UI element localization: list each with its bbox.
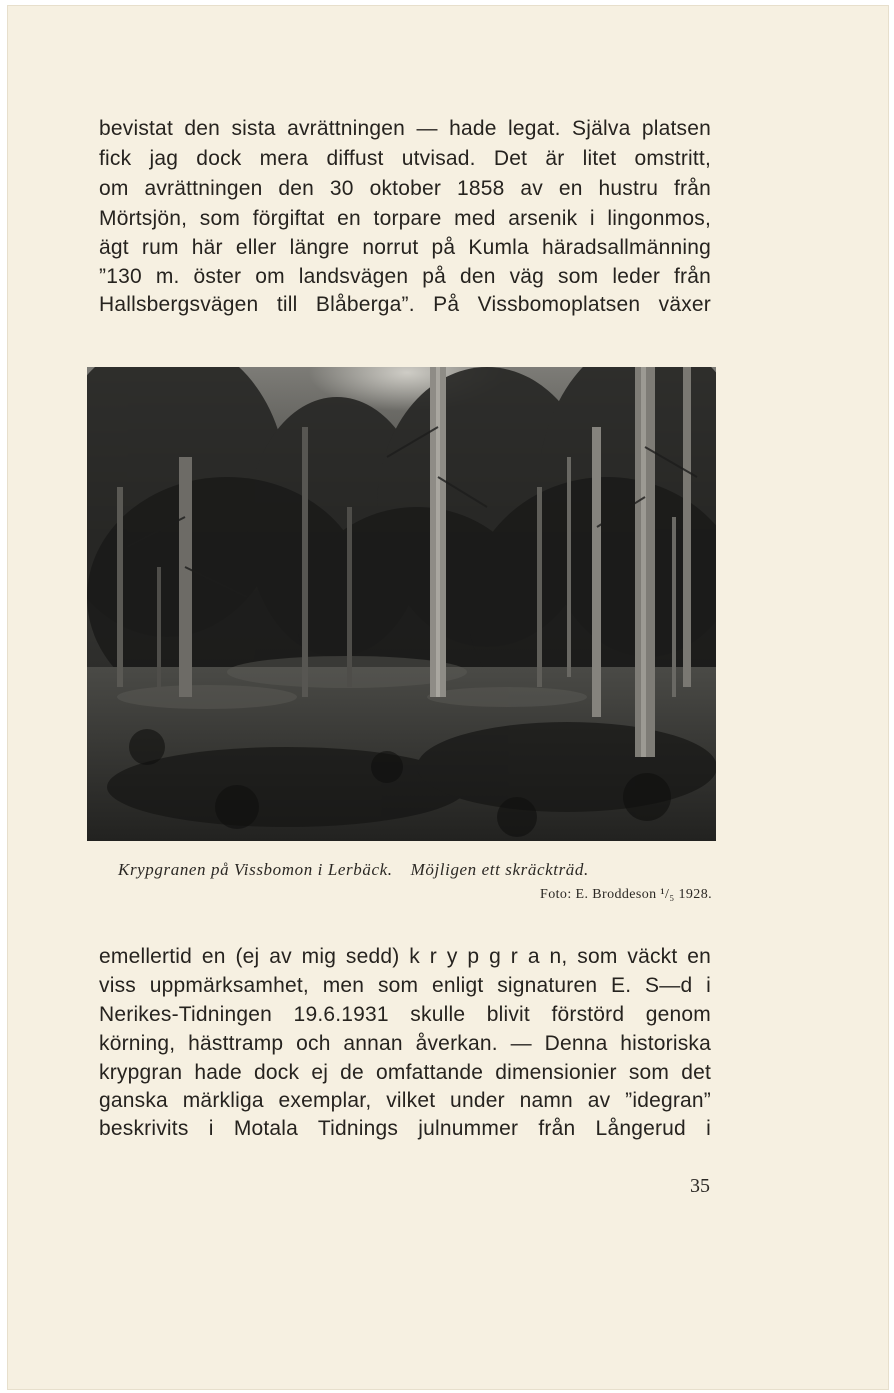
body-text-line: ägt rum här eller längre norrut på Kumla häradsallmänning <box>99 236 711 259</box>
body-text-line: ganska märkliga exemplar, vilket under namn av ”idegran” <box>99 1089 711 1112</box>
page-number: 35 <box>690 1175 710 1197</box>
body-text-line: om avrättningen den 30 oktober 1858 av en hustru från <box>99 177 711 200</box>
body-text-line: ”130 m. öster om landsvägen på den väg som leder från <box>99 265 711 288</box>
body-text-line: Nerikes-Tidningen 19.6.1931 skulle blivit förstörd genom <box>99 1003 711 1026</box>
caption-subtitle: Möjligen ett skräckträd. <box>410 860 589 879</box>
body-text-line: viss uppmärksamhet, men som enligt signaturen E. S—d i <box>99 974 711 997</box>
body-text-line: bevistat den sista avrättningen — hade legat. Själva platsen <box>99 117 711 140</box>
body-text-line: beskrivits i Motala Tidnings julnummer från Långerud i <box>99 1117 711 1140</box>
body-text-line: körning, hästtramp och annan åverkan. — Denna historiska <box>99 1032 711 1055</box>
forest-photograph <box>87 367 716 841</box>
body-text-line: Hallsbergsvägen till Blåberga”. På Vissbomoplatsen växer <box>99 293 711 316</box>
photo-caption <box>118 858 703 882</box>
photo-credit: Foto: E. Broddeson ¹/₅ 1928. <box>540 887 712 902</box>
body-text-line: fick jag dock mera diffust utvisad. Det är litet omstritt, <box>99 147 711 170</box>
caption-title: Krypgranen på Vissbomon i Lerbäck. <box>118 860 393 879</box>
body-text-line: emellertid en (ej av mig sedd) k r y p g r a n, som väckt en <box>99 945 711 968</box>
body-text-line: krypgran hade dock ej de omfattande dimensionier som det <box>99 1061 711 1084</box>
body-text-line: Mörtsjön, som förgiftat en torpare med arsenik i lingonmos, <box>99 207 711 230</box>
